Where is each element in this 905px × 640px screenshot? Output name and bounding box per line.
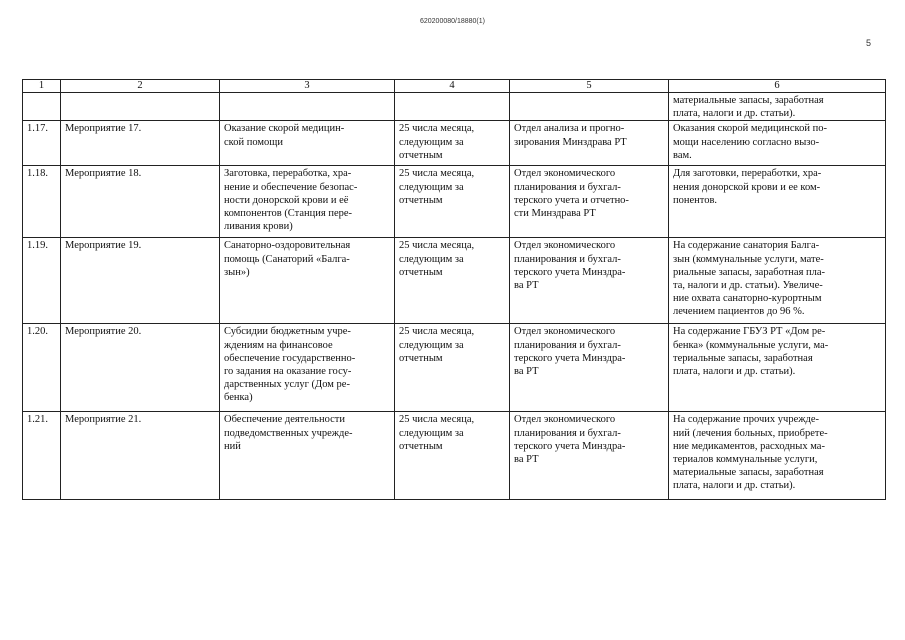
activity-description: Заготовка, переработка, хра- нение и обеспечение безопас- ности донорской крови и её компонентов (Станция пере- ливания крови) (220, 166, 395, 238)
row-number: 1.20. (23, 324, 61, 412)
responsible-cell: Отдел экономического планирования и бухгал- терского учета и отчетно- сти Минздрава РТ (510, 166, 669, 238)
activities-table (22, 79, 886, 500)
cell-empty (23, 93, 61, 121)
cell-empty (61, 93, 220, 121)
column-header-2: 2 (61, 80, 220, 93)
cell-empty (220, 93, 395, 121)
deadline-cell: 25 числа месяца, следующим за отчетным (395, 121, 510, 166)
page-number: 5 (866, 38, 872, 48)
activity-description: Обеспечение деятельности подведомственных учрежде- ний (220, 412, 395, 500)
cell-empty (395, 93, 510, 121)
column-header-6: 6 (669, 80, 886, 93)
deadline-cell: 25 числа месяца, следующим за отчетным (395, 324, 510, 412)
table-row (23, 238, 886, 324)
deadline-cell: 25 числа месяца, следующим за отчетным (395, 166, 510, 238)
deadline-cell: 25 числа месяца, следующим за отчетным (395, 238, 510, 324)
activity-name: Мероприятие 17. (61, 121, 220, 166)
responsible-cell: Отдел анализа и прогно- зирования Минздрава РТ (510, 121, 669, 166)
responsible-cell: Отдел экономического планирования и бухгал- терского учета Минздра- ва РТ (510, 412, 669, 500)
row-number: 1.17. (23, 121, 61, 166)
result-cell: На содержание прочих учрежде- ний (лечения больных, приобрете- ние медикаментов, расходных ма- териалов коммунальные услуги, материальные запасы, заработная плата, налоги и др. статьи). (669, 412, 886, 500)
row-number: 1.21. (23, 412, 61, 500)
activity-description: Санаторно-оздоровительная помощь (Санаторий «Балга- зын») (220, 238, 395, 324)
activity-name: Мероприятие 18. (61, 166, 220, 238)
activity-name: Мероприятие 19. (61, 238, 220, 324)
result-cell: На содержание ГБУЗ РТ «Дом ре- бенка» (коммунальные услуги, ма- териальные запасы, заработная плата, налоги и др. статьи). (669, 324, 886, 412)
column-header-5: 5 (510, 80, 669, 93)
result-cell: Для заготовки, переработки, хра- нения донорской крови и ее ком- понентов. (669, 166, 886, 238)
activity-name: Мероприятие 21. (61, 412, 220, 500)
row-number: 1.18. (23, 166, 61, 238)
activity-name: Мероприятие 20. (61, 324, 220, 412)
continuation-row (23, 93, 886, 121)
column-number-row (23, 80, 886, 93)
responsible-cell: Отдел экономического планирования и бухгал- терского учета Минздра- ва РТ (510, 238, 669, 324)
responsible-cell: Отдел экономического планирования и бухгал- терского учета Минздра- ва РТ (510, 324, 669, 412)
cell-empty (510, 93, 669, 121)
table-row (23, 121, 886, 166)
table-row (23, 166, 886, 238)
row-number: 1.19. (23, 238, 61, 324)
column-header-4: 4 (395, 80, 510, 93)
activity-description: Субсидии бюджетным учре- ждениям на финансовое обеспечение государственно- го задания на оказание госу- дарственных услуг (Дом ре- бенка) (220, 324, 395, 412)
result-cell: На содержание санатория Балга- зын (коммунальные услуги, мате- риальные запасы, заработная пла- та, налоги и др. статьи). Увеличе- ние охвата санаторно-курортным лечением пациентов до 96 %. (669, 238, 886, 324)
column-header-1: 1 (23, 80, 61, 93)
document-id: 620200080/18880(1) (419, 18, 485, 25)
deadline-cell: 25 числа месяца, следующим за отчетным (395, 412, 510, 500)
table-row (23, 412, 886, 500)
continuation-result-cell: материальные запасы, заработная плата, налоги и др. статьи). (669, 93, 886, 121)
table-row (23, 324, 886, 412)
activity-description: Оказание скорой медицин- ской помощи (220, 121, 395, 166)
column-header-3: 3 (220, 80, 395, 93)
result-cell: Оказания скорой медицинской по- мощи населению согласно вызо- вам. (669, 121, 886, 166)
